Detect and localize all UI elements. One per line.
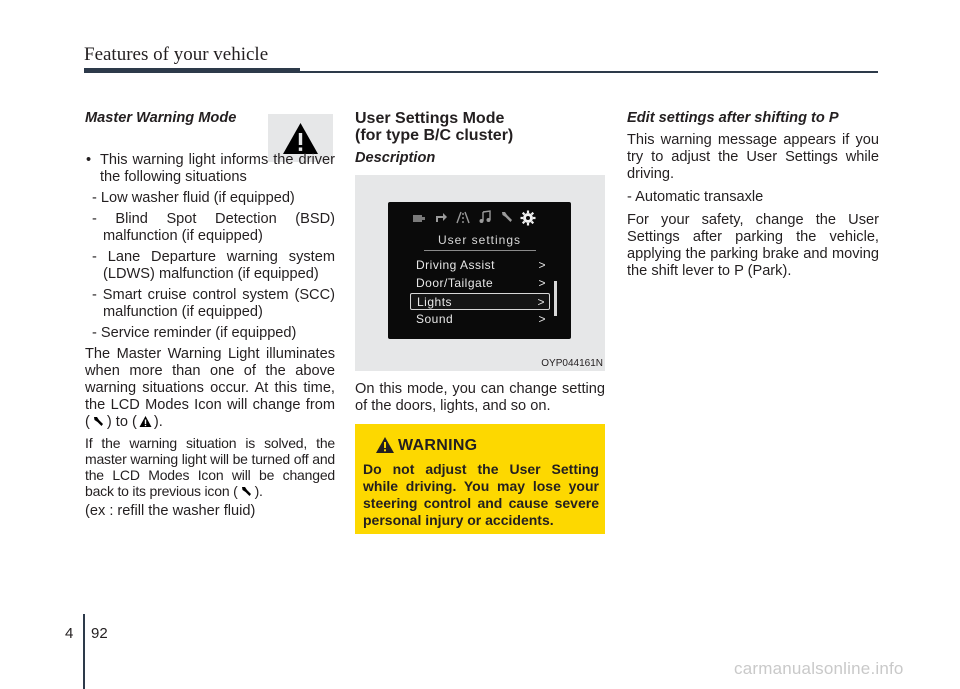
- chevron-right-icon: >: [537, 295, 545, 309]
- trip-icon: [412, 210, 426, 224]
- master-warning-heading: Master Warning Mode: [85, 110, 237, 126]
- situation-item: - Service reminder (if equipped): [92, 325, 297, 341]
- edit-settings-heading: Edit settings after shifting to P: [627, 110, 839, 126]
- warning-triangle-small-icon: [139, 415, 152, 428]
- music-note-icon: [478, 210, 492, 224]
- user-settings-body: [355, 381, 605, 415]
- column-master-warning: [85, 110, 335, 520]
- menu-item-label: Sound: [416, 312, 454, 326]
- warning-title: WARNING: [398, 437, 478, 454]
- menu-item-door-tailgate[interactable]: [410, 275, 550, 292]
- para1-text-b: ) to (: [106, 414, 137, 430]
- screen-title-underline: [424, 250, 536, 251]
- driving-assist-icon: [456, 210, 470, 224]
- menu-item-sound[interactable]: [410, 311, 550, 328]
- situation-item: - Low washer fluid (if equipped): [92, 190, 295, 206]
- wrench-icon: [500, 210, 514, 224]
- menu-scrollbar[interactable]: [554, 281, 557, 316]
- cluster-figure: [355, 175, 605, 371]
- master-warning-paragraph: [85, 346, 335, 431]
- situation-item: - Blind Spot Detection (BSD) malfunction (if equipped): [92, 211, 335, 244]
- footer-page-number: 92: [91, 625, 108, 642]
- wrench-icon: [92, 415, 105, 428]
- wrench-icon: [240, 485, 253, 498]
- warning-text: Do not adjust the User Setting while driving. You may lose your steering control and cause severe personal injury or accidents.: [363, 461, 599, 528]
- chevron-right-icon: >: [538, 312, 546, 326]
- navigation-arrow-icon: [434, 210, 448, 224]
- chevron-right-icon: >: [538, 276, 546, 290]
- screen-title: User settings: [437, 233, 522, 247]
- header-bar: [84, 68, 300, 73]
- gear-icon: [520, 210, 536, 226]
- warning-triangle-icon: [375, 436, 395, 454]
- footer-divider: [83, 614, 85, 689]
- user-settings-description: On this mode, you can change setting of the doors, lights, and so on.: [355, 381, 605, 414]
- header-title: Features of your vehicle: [84, 44, 269, 65]
- edit-settings-para2: - Automatic transaxle: [627, 189, 764, 205]
- menu-item-lights[interactable]: [410, 293, 550, 310]
- para2-text-a: If the warning situation is solved, the master warning light will be turned off and the LCD Modes Icon will be changed back to its previous icon (: [85, 435, 335, 499]
- para2-text-b: ).: [254, 483, 263, 499]
- chevron-right-icon: >: [538, 258, 546, 272]
- header-rule: [300, 71, 878, 73]
- footer-section-number: 4: [65, 625, 74, 642]
- warning-box: [355, 424, 605, 534]
- example-note: (ex : refill the washer fluid): [85, 503, 256, 519]
- user-settings-heading-2: (for type B/C cluster): [355, 127, 514, 144]
- menu-item-label: Driving Assist: [416, 258, 496, 272]
- edit-settings-para1: This warning message appears if you try to adjust the User Settings while driving.: [627, 132, 879, 182]
- cluster-lcd-screen: [388, 202, 571, 339]
- situation-item: - Smart cruise control system (SCC) malfunction (if equipped): [92, 287, 335, 320]
- mode-icon-row: [412, 210, 562, 226]
- user-settings-heading-1: User Settings Mode: [355, 110, 505, 127]
- column-edit-settings: [627, 110, 879, 280]
- para1-text-a: The Master Warning Light illuminates when more than one of the above warning situations occur. At this time, the LCD Modes Icon will change from (: [85, 346, 335, 430]
- master-warning-bullet: • This warning light informs the driver the following situations: [85, 152, 335, 186]
- master-warning-solved-paragraph: [85, 435, 335, 499]
- para1-text-c: ).: [153, 414, 163, 430]
- figure-code: OYP044161N: [541, 358, 603, 369]
- situation-item: - Lane Departure warning system (LDWS) malfunction (if equipped): [92, 249, 335, 282]
- menu-item-driving-assist[interactable]: [410, 257, 550, 274]
- column-user-settings: [355, 110, 605, 167]
- edit-settings-para3: For your safety, change the User Settings after parking the vehicle, applying the parking brake and moving the shift lever to P (Park).: [627, 212, 879, 279]
- menu-item-label: Door/Tailgate: [416, 276, 494, 290]
- description-subheading: Description: [355, 150, 436, 166]
- watermark: carmanualsonline.info: [734, 659, 904, 678]
- menu-item-label: Lights: [417, 295, 453, 309]
